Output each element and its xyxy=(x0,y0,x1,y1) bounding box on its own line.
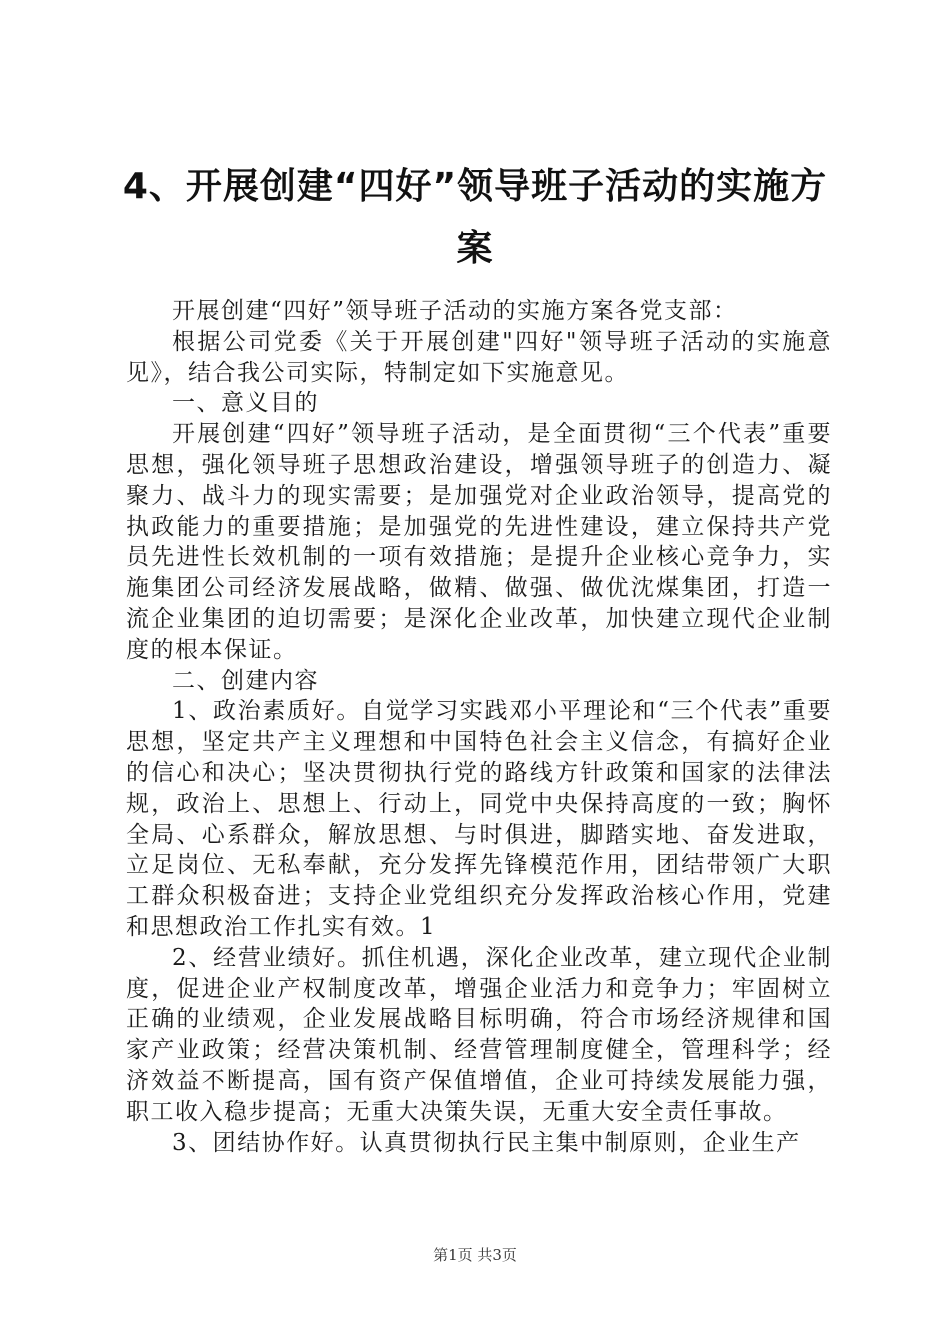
paragraph-purpose: 开展创建“四好”领导班子活动，是全面贯彻“三个代表”重要思想，强化领导班子思想政治建设，增强领导班子的创造力、凝聚力、战斗力的现实需要；是加强党对企业政治领导，提高党的执政能力的重要措施；是加强党的先进性建设，建立保持共产党员先进性长效机制的一项有效措施；是提升企业核心竞争力，实施集团公司经济发展战略，做精、做强、做优沈煤集团，打造一流企业集团的迫切需要；是深化企业改革，加快建立现代企业制度的根本保证。 xyxy=(126,421,832,663)
paragraph-item-3: 3、团结协作好。认真贯彻执行民主集中制原则，企业生产 xyxy=(172,1129,801,1156)
page-indicator: 第1页 共3页 xyxy=(433,1246,517,1264)
paragraph-item-2: 2、经营业绩好。抓住机遇，深化企业改革，建立现代企业制度，促进企业产权制度改革，增强企业活力和竞争力；牢固树立正确的业绩观，企业发展战略目标明确，符合市场经济规律和国家产业政策；经营决策机制、经营管理制度健全，管理科学；经济效益不断提高，国有资产保值增值，企业可持续发展能力强，职工收入稳步提高；无重大决策失误，无重大安全责任事故。 xyxy=(126,944,832,1125)
paragraph-intro: 根据公司党委《关于开展创建"四好"领导班子活动的实施意见》，结合我公司实际，特制定如下实施意见。 xyxy=(126,328,832,386)
paragraph-salutation: 开展创建“四好”领导班子活动的实施方案各党支部： xyxy=(172,298,738,324)
document-body xyxy=(126,296,832,1158)
section-heading-content: 二、创建内容 xyxy=(172,667,319,694)
section-heading-purpose: 一、意义目的 xyxy=(172,390,319,417)
paragraph-item-1: 1、政治素质好。自觉学习实践邓小平理论和“三个代表”重要思想，坚定共产主义理想和中国特色社会主义信念，有搞好企业的信心和决心；坚决贯彻执行党的路线方针政策和国家的法律法规，政治上、思想上、行动上，同党中央保持高度的一致；胸怀全局、心系群众，解放思想、与时俱进，脚踏实地、奋发进取，立足岗位、无私奉献，充分发挥先锋模范作用，团结带领广大职工群众积极奋进；支持企业党组织充分发挥政治核心作用，党建和思想政治工作扎实有效。1 xyxy=(126,698,832,940)
document-title: 4、开展创建“四好”领导班子活动的实施方案 xyxy=(122,166,828,269)
